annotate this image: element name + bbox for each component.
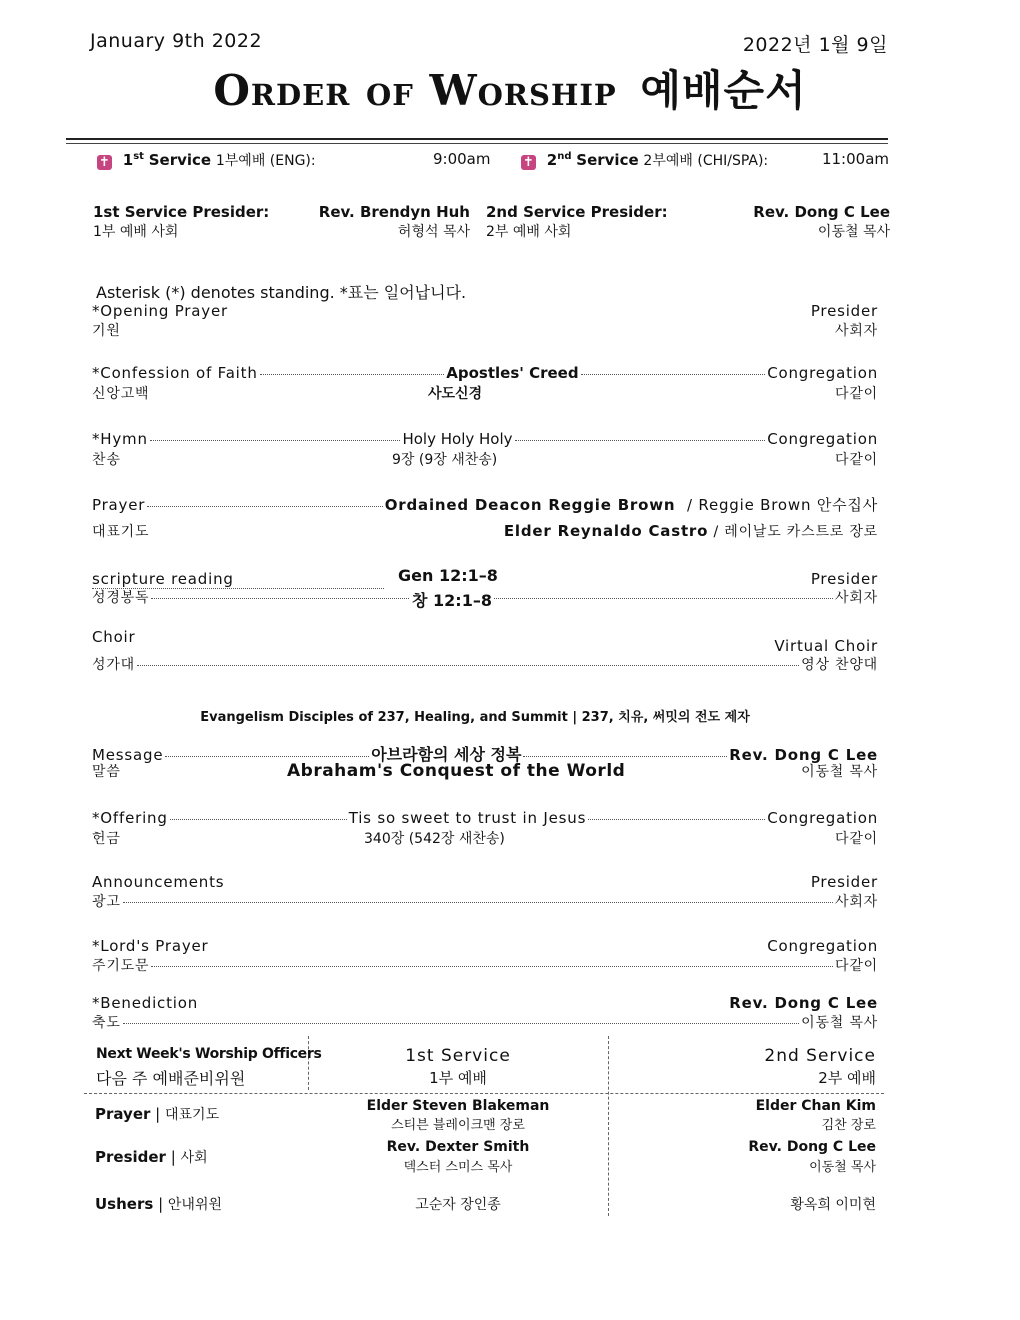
item-label: Message	[92, 746, 164, 764]
prayer-leader-ko: / Reggie Brown 안수집사	[681, 496, 878, 514]
item-middle-ko: 사도신경	[428, 386, 483, 402]
item-label: Choir	[92, 628, 136, 646]
item-right: Presider	[810, 873, 878, 891]
officer-role-en: Ushers	[95, 1195, 154, 1213]
item-label-ko: 신앙고백	[92, 386, 150, 402]
item-right-ko: 사회자	[835, 590, 878, 606]
item-choir	[92, 628, 878, 673]
second-service-line	[521, 150, 768, 170]
officer-role: Ushers | 안내위원	[95, 1195, 222, 1213]
header-rule-bottom	[66, 143, 888, 144]
first-presider-name-ko: 허형석 목사	[397, 224, 470, 240]
cross-icon: ✝	[97, 155, 112, 170]
header-rule-top	[66, 138, 888, 140]
second-service-num: 2	[546, 151, 558, 169]
prayer-elder-en: Elder Reynaldo Castro	[503, 522, 709, 540]
first-presider-label-ko: 1부 예배 사회	[93, 224, 179, 240]
second-service-ko: 2부예배 (CHI/SPA):	[643, 153, 769, 169]
item-label: *Benediction	[92, 994, 199, 1012]
officers-heading-ko: 다음 주 예배준비위원	[96, 1069, 246, 1088]
second-presider-name: Rev. Dong C Lee	[753, 203, 890, 221]
prayer-elder-ko: / 레이날도 카스트로 장로	[708, 524, 878, 540]
item-label-ko: 대표기도	[92, 524, 150, 540]
item-prayer	[92, 494, 878, 540]
item-right: Rev. Dong C Lee	[729, 994, 878, 1012]
second-service-time: 11:00am	[821, 150, 889, 168]
officers-col2-ko: 2부 예배	[818, 1069, 876, 1087]
officers-col1: 1st Service	[405, 1046, 511, 1066]
item-middle: Apostles' Creed	[446, 364, 579, 382]
first-service-label: Service	[148, 151, 212, 169]
item-label-ko: 기원	[92, 323, 121, 339]
title-korean: 예배순서	[640, 66, 807, 115]
item-label-ko: 말씀	[92, 764, 121, 780]
officers-heading: Next Week's Worship Officers	[96, 1046, 322, 1062]
item-label: Announcements	[92, 873, 225, 891]
title-worship: Worship	[429, 66, 617, 115]
sermon-series-theme: Evangelism Disciples of 237, Healing, and Summit | 237, 치유, 써밋의 전도 제자	[200, 710, 750, 725]
item-label: *Offering	[92, 809, 168, 827]
item-label: *Opening Prayer	[92, 302, 228, 320]
date-english: January 9th 2022	[90, 30, 263, 52]
item-right: Congregation	[767, 364, 879, 382]
item-right: Congregation	[767, 937, 878, 955]
item-middle: 아브라함의 세상 정복	[371, 745, 522, 764]
item-benediction	[92, 994, 878, 1034]
first-service-time: 9:00am	[433, 150, 491, 168]
officer-s2-ko: 이동철 목사	[809, 1160, 876, 1175]
officer-role-ko: 안내위원	[167, 1197, 222, 1213]
officer-s1-ko: 덱스터 스미스 목사	[403, 1160, 513, 1175]
item-right-ko: 다같이	[835, 831, 878, 847]
officer-role-ko: 대표기도	[165, 1107, 220, 1123]
item-label: scripture reading	[92, 570, 384, 589]
item-label: Prayer	[92, 496, 146, 514]
item-right-ko: 다같이	[835, 958, 878, 974]
item-offering	[92, 809, 878, 849]
officer-role-ko: 사회	[180, 1150, 208, 1166]
standing-note: Asterisk (*) denotes standing. *표는 일어납니다.	[96, 283, 467, 302]
officer-s1-ko: 스티븐 블레이크맨 장로	[391, 1118, 525, 1133]
first-presider-name: Rev. Brendyn Huh	[318, 203, 470, 221]
item-label-ko: 성가대	[92, 657, 135, 673]
item-right-ko: 사회자	[835, 323, 878, 339]
first-service-line	[97, 150, 316, 170]
officer-role: Prayer | 대표기도	[95, 1105, 220, 1123]
title-order: Order	[213, 66, 351, 115]
item-hymn	[92, 430, 878, 470]
item-middle-ko: 340장 (542장 새찬송)	[364, 831, 505, 847]
item-label: *Hymn	[92, 430, 148, 448]
item-label-ko: 광고	[92, 894, 121, 910]
scripture-ref: Gen 12:1–8	[398, 566, 498, 585]
prayer-leader-en: Ordained Deacon Reggie Brown	[384, 496, 676, 514]
item-label: *Lord's Prayer	[92, 937, 209, 955]
first-service-ko: 1부예배 (ENG):	[215, 153, 316, 169]
item-middle-ko: 9장 (9장 새찬송)	[392, 452, 498, 468]
second-service-label: Service	[576, 151, 639, 169]
item-label-ko: 헌금	[92, 831, 121, 847]
item-right-ko: 다같이	[835, 452, 878, 468]
second-presider-name-ko: 이동철 목사	[817, 224, 890, 240]
item-middle-ko: Abraham's Conquest of the World	[287, 761, 626, 781]
scripture-ref-ko: 창 12:1–8	[410, 588, 494, 611]
first-presider-label: 1st Service Presider:	[93, 203, 270, 221]
item-middle: Tis so sweet to trust in Jesus	[348, 809, 587, 827]
item-lords-prayer	[92, 937, 878, 977]
item-right: Congregation	[767, 430, 878, 448]
second-presider-label-ko: 2부 예배 사회	[486, 224, 572, 240]
officer-s1: Rev. Dexter Smith	[386, 1139, 530, 1155]
item-label: *Confession of Faith	[92, 364, 258, 382]
first-service-num: 1	[122, 151, 134, 169]
second-presider-label: 2nd Service Presider:	[486, 203, 668, 221]
officer-role: Presider | 사회	[95, 1148, 208, 1166]
second-service-sup: nd	[557, 151, 572, 162]
item-right: Presider	[810, 570, 878, 588]
item-middle: Holy Holy Holy	[402, 430, 513, 448]
officer-s2-ko: 김찬 장로	[821, 1118, 876, 1133]
item-right: Rev. Dong C Lee	[729, 746, 879, 764]
item-opening-prayer	[92, 302, 878, 342]
item-right-ko: 이동철 목사	[801, 1015, 878, 1031]
officers-col1-ko: 1부 예배	[429, 1069, 487, 1087]
item-label-ko: 주기도문	[92, 958, 150, 974]
date-korean: 2022년 1월 9일	[742, 34, 888, 56]
item-right-ko: 사회자	[835, 894, 878, 910]
officers-table	[84, 1036, 884, 1216]
item-message	[92, 742, 878, 782]
item-right: Presider	[810, 302, 878, 320]
item-right-ko: 영상 찬양대	[801, 657, 878, 673]
officer-s1: Elder Steven Blakeman	[366, 1098, 550, 1114]
officer-s1-ko: 고순자 장인종	[415, 1197, 501, 1213]
officer-s2-ko: 황옥희 이미현	[790, 1197, 876, 1213]
item-label-ko: 성경봉독	[92, 590, 150, 606]
item-label-ko: 축도	[92, 1015, 121, 1031]
item-announcements	[92, 873, 878, 913]
officer-s2: Elder Chan Kim	[755, 1098, 876, 1114]
item-right: Congregation	[767, 809, 879, 827]
item-scripture	[92, 568, 878, 608]
title-of: of	[366, 66, 414, 115]
first-service-sup: st	[133, 151, 144, 162]
item-right-ko: 다같이	[835, 386, 878, 402]
item-confession	[92, 364, 878, 404]
officers-col2: 2nd Service	[764, 1046, 876, 1066]
officer-s2: Rev. Dong C Lee	[748, 1139, 876, 1155]
item-right-ko: 이동철 목사	[801, 764, 878, 780]
page-title	[0, 58, 1020, 118]
cross-icon: ✝	[521, 155, 536, 170]
officer-role-en: Presider	[95, 1148, 166, 1166]
officer-role-en: Prayer	[95, 1105, 151, 1123]
item-label-ko: 찬송	[92, 452, 121, 468]
item-right: Virtual Choir	[774, 637, 878, 655]
